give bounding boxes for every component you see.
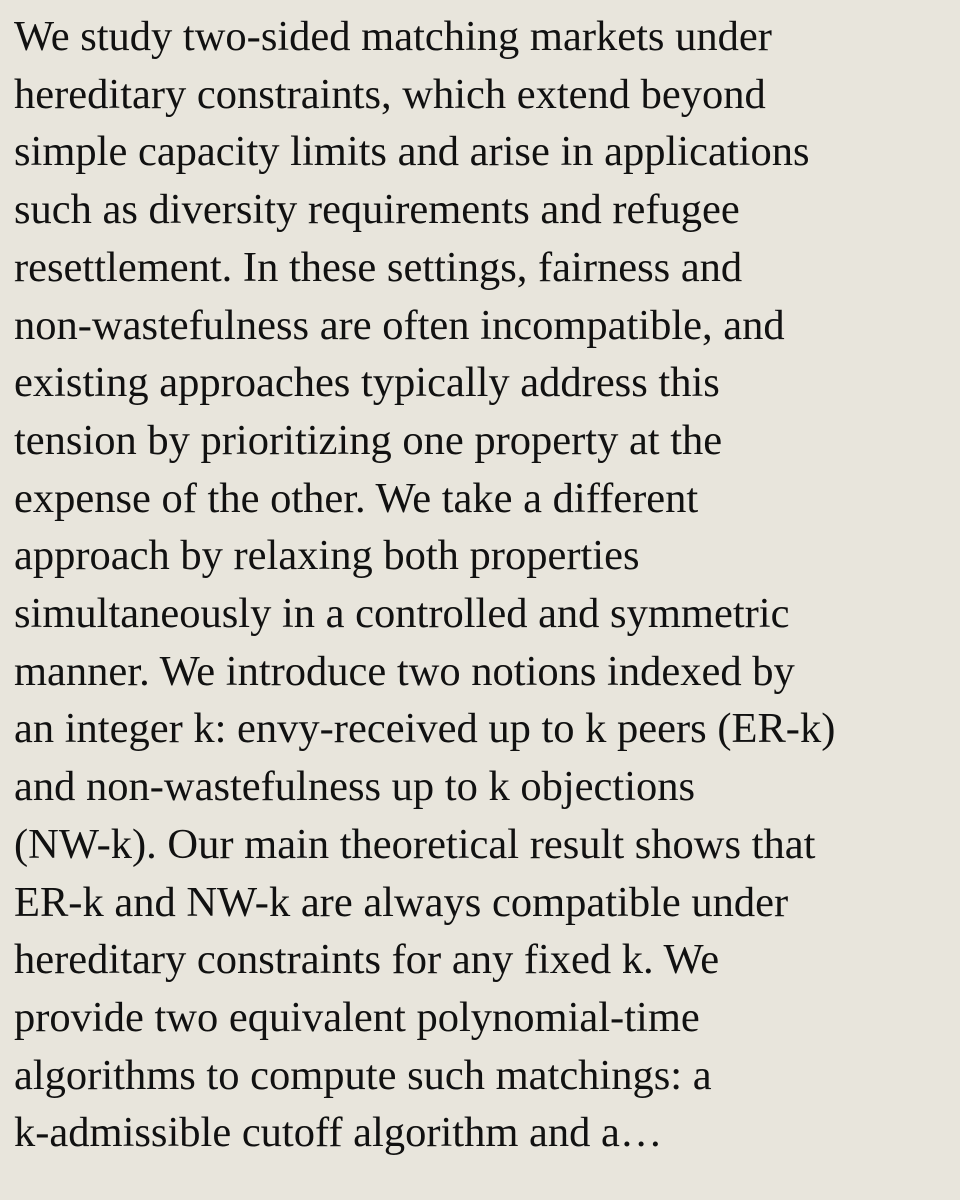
abstract-line: algorithms to compute such matchings: a (14, 1051, 712, 1099)
abstract-line: We study two-sided matching markets under (14, 13, 772, 60)
abstract-line: and non-wastefulness up to k objections (14, 763, 696, 811)
abstract-line: simultaneously in a controlled and symmetric (14, 590, 790, 638)
abstract-line: provide two equivalent polynomial-time (14, 993, 700, 1041)
abstract-line: non-wastefulness are often incompatible, and (14, 301, 785, 349)
abstract-line: such as diversity requirements and refugee (14, 186, 740, 234)
abstract-line: simple capacity limits and arise in applications (14, 128, 810, 176)
abstract-line: hereditary constraints, which extend beyond (14, 70, 766, 118)
abstract-line: an integer k: envy-received up to k peers (ER-k) (14, 705, 836, 753)
abstract-line: manner. We introduce two notions indexed by (14, 647, 795, 695)
abstract-line: ER-k and NW-k are always compatible under (14, 878, 789, 926)
abstract-line: tension by prioritizing one property at the (14, 416, 723, 464)
abstract-line: expense of the other. We take a different (14, 474, 699, 522)
abstract-line: hereditary constraints for any fixed k. We (14, 936, 720, 984)
abstract-line: k-admissible cutoff algorithm and a… (14, 1109, 663, 1157)
abstract-line: approach by relaxing both properties (14, 532, 640, 580)
abstract-line: existing approaches typically address this (14, 359, 720, 407)
abstract-line: resettlement. In these settings, fairness and (14, 243, 743, 291)
abstract-line: (NW-k). Our main theoretical result shows that (14, 820, 816, 868)
abstract-text (14, 8, 946, 1162)
